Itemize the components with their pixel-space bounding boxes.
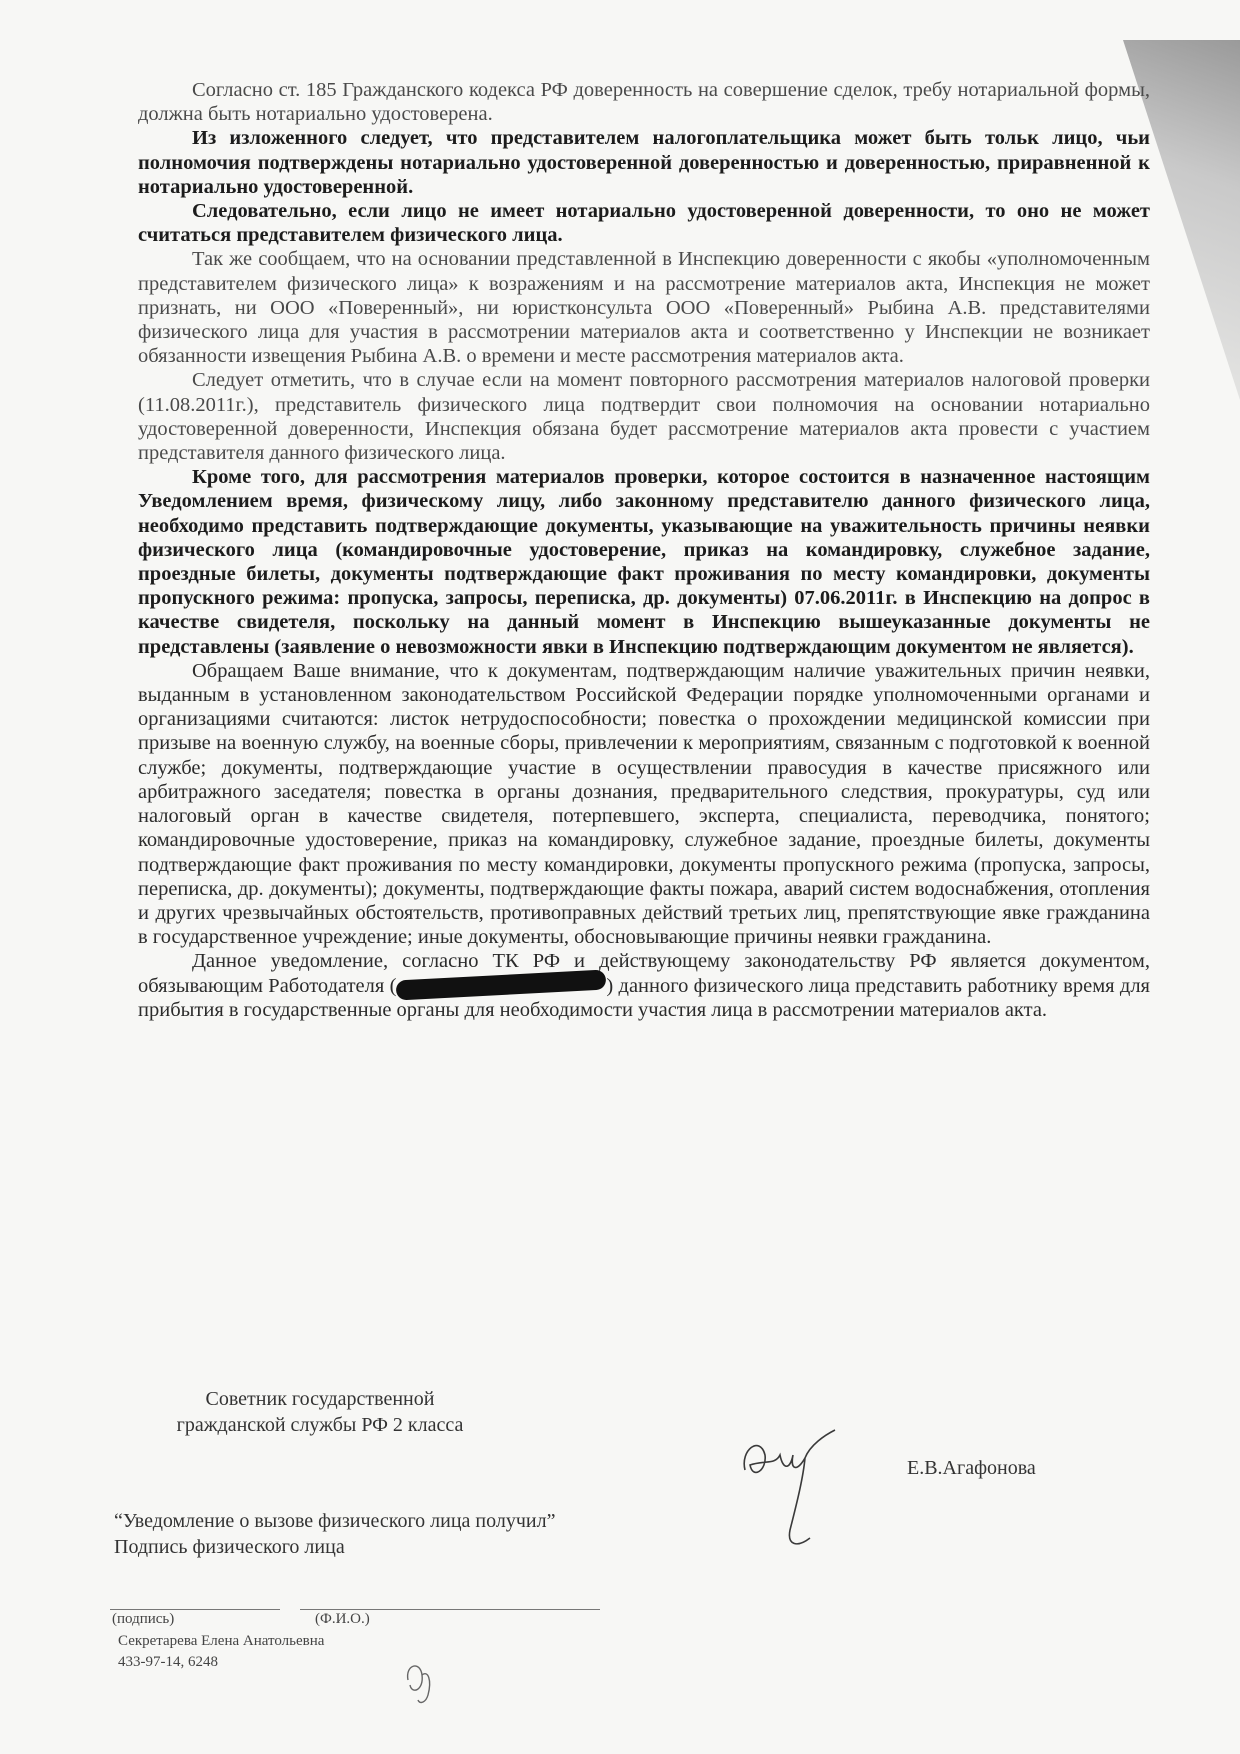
paragraph: Согласно ст. 185 Гражданского кодекса РФ доверенность на совершение сделок, требу нотариальной формы, должна быть нотариально удостоверена. <box>138 79 1150 126</box>
paragraph: Кроме того, для рассмотрения материалов проверки, которое состоится в назначенное настоящим Уведомлением время, физическому лицу, либо законному представителю данного физического лица, необходимо представить подтверждающие документы, указывающие на уважительность причины неявки физического лица (командировочные удостоверение, приказ на командировку, служебное задание, проездные билеты, документы подтверждающие факт проживания по месту командировки, документы пропускного режима: пропуска, запросы, переписка, др. документы) 07.06.2011г. в Инспекцию на допрос в качестве свидетеля, поскольку на данный момент в Инспекцию вышеуказанные документы не представлены (заявление о невозможности явки в Инспекцию подтверждающим документом не является). <box>138 466 1150 658</box>
signer-position <box>150 1386 490 1438</box>
receipt-line1: “Уведомление о вызове физического лица получил” <box>114 1510 556 1532</box>
employer-text-after: ) данного физического лица представить работнику время для прибытия в государственные органы для необходимости участия лица в рассмотрении материалов акта. <box>138 974 1150 1021</box>
paragraph: Обращаем Ваше внимание, что к документам, подтверждающим наличие уважительных причин неявки, выданным в установленном законодательством Российской Федерации порядке уполномоченными органами и организациями считаются: листок нетрудоспособности; повестка о прохождении медицинской комиссии при призыве на военную службу, на военные сборы, привлечении к мероприятиям, связанным с подготовкой к военной службе; документы, подтверждающие участие в осуществлении правосудия в качестве присяжного или арбитражного заседателя; повестка в органы дознания, предварительного следствия, прокуратуры, суд или налоговый орган в качестве свидетеля, потерпевшего, эксперта, специалиста, переводчика, понятого; командировочные удостоверение, приказ на командировку, служебное задание, проездные билеты, документы подтверждающие факт проживания по месту командировки, документы пропускного режима (пропуска, запросы, переписка, др. документы); документы, подтверждающие факты пожара, аварий систем водоснабжения, отопления и других чрезвычайных обстоятельств, противоправных действий третьих лиц, препятствующие явке гражданина в государственное учреждение; иные документы, обосновывающие причины неявки гражданина. <box>138 659 1150 949</box>
signer-name: Е.В.Агафонова <box>907 1457 1036 1479</box>
fio-line-label: (Ф.И.О.) <box>315 1611 370 1627</box>
executor-name: Секретарева Елена Анатольевна <box>118 1633 325 1649</box>
paragraph: Следовательно, если лицо не имеет нотариально удостоверенной доверенности, то оно не может считаться представителем физического лица. <box>138 200 1150 247</box>
employer-paragraph <box>138 949 1150 1022</box>
signature-line-label: (подпись) <box>112 1611 175 1627</box>
paragraph: Так же сообщаем, что на основании представленной в Инспекцию доверенности с якобы «уполномоченным представителем физического лица» к возражениям и на рассмотрение материалов акта, Инспекция не может признать, ни ООО «Поверенный», ни юристконсульта ООО «Поверенный» Рыбина А.В. представителями физического лица для участия в рассмотрении материалов акта и соответственно у Инспекции не возникает обязанности извещения Рыбина А.В. о времени и месте рассмотрения материалов акта. <box>138 248 1150 368</box>
initials-mark <box>400 1650 440 1710</box>
employer-text-before: Данное уведомление, согласно ТК РФ и действующему законодательству РФ является документом, обязывающим Работодателя ( <box>138 950 1150 997</box>
signer-position-line1: Советник государственной <box>205 1388 435 1410</box>
executor-phone: 433-97-14, 6248 <box>118 1654 218 1670</box>
paragraph: Следует отметить, что в случае если на момент повторного рассмотрения материалов налоговой проверки (11.08.2011г.), представитель физического лица подтвердит свои полномочия на основании нотариально удостоверенной доверенности, Инспекция обязана будет рассмотрение материалов акта провести с участием представителя данного физического лица. <box>138 369 1150 465</box>
receipt-line2: Подпись физического лица <box>114 1536 345 1558</box>
letter-body <box>138 78 1150 1022</box>
receipt-block <box>114 1508 555 1560</box>
signer-position-line2: гражданской службы РФ 2 класса <box>176 1414 464 1436</box>
paragraph: Из изложенного следует, что представителем налогоплательщика может быть тольк лицо, чьи полномочия подтверждены нотариально удостоверенной доверенностью и доверенностью, приравненной к нотариально удостоверенной. <box>138 127 1150 198</box>
handwritten-signature <box>735 1410 855 1560</box>
redacted-employer <box>396 969 607 1000</box>
